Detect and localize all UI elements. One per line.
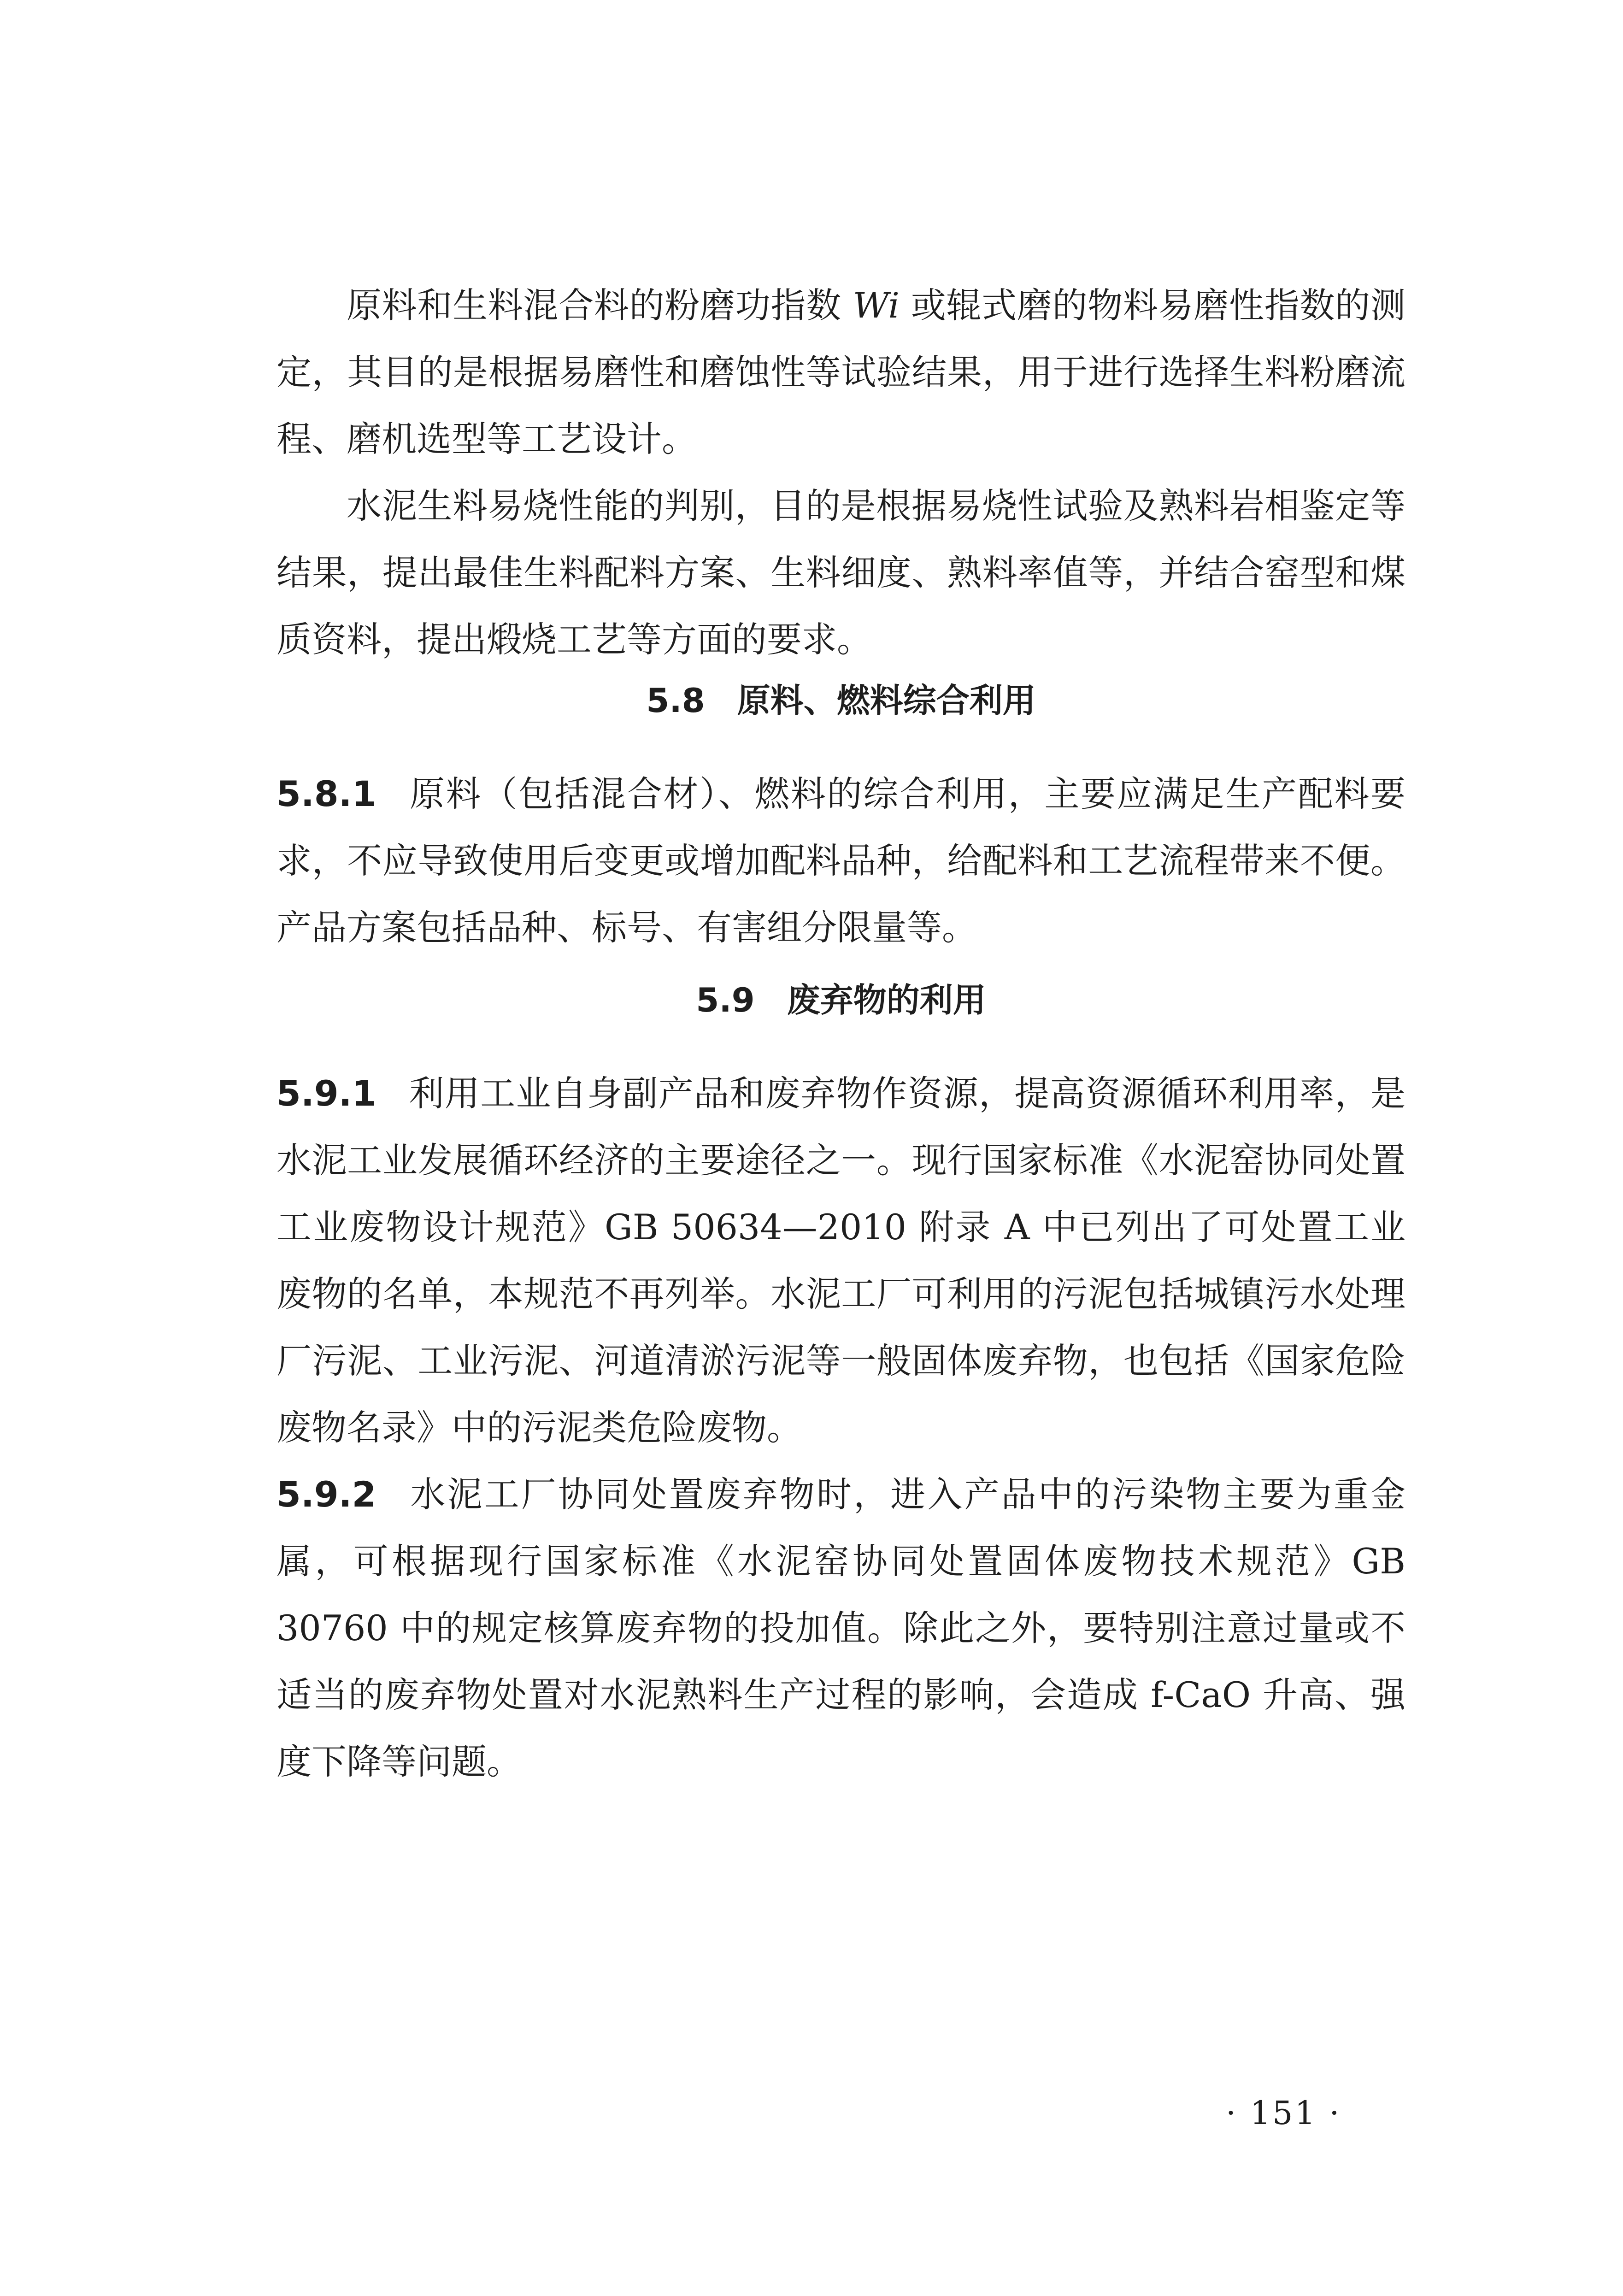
paragraph-burnability: 水泥生料易烧性能的判别，目的是根据易烧性试验及熟料岩相鉴定等结果，提出最佳生料配料方案、生料细度、熟料率值等，并结合窑型和煤质资料，提出煅烧工艺等方面的要求。: [276, 485, 1405, 660]
clause-number: 5.9.1: [276, 1073, 376, 1114]
clause-number: 5.9.2: [276, 1474, 376, 1515]
wi-symbol: Wi: [853, 285, 900, 326]
paragraph-grindability-text-b: 或辊式磨的物料易磨性指数的测定，其目的是根据易磨性和磨蚀性等试验结果，用于进行选择生料粉磨流程、磨机选型等工艺设计。: [276, 285, 1405, 459]
clause-5-8-1: [276, 760, 1405, 961]
clause-text: 原料（包括混合材）、燃料的综合利用，主要应满足生产配料要求，不应导致使用后变更或增加配料品种，给配料和工艺流程带来不便。产品方案包括品种、标号、有害组分限量等。: [276, 773, 1405, 948]
clause-5-9-2: [276, 1461, 1405, 1795]
clause-text: 利用工业自身副产品和废弃物作资源，提高资源循环利用率，是水泥工业发展循环经济的主要途径之一。现行国家标准《水泥窑协同处置工业废物设计规范》GB 50634—2010 附录 A 中已列出了可处置工业废物的名单，本规范不再列举。水泥工厂可利用的污泥包括城镇污水处理厂污泥、工业污泥、河道清淤污泥等一般固体废弃物，也包括《国家危险废物名录》中的污泥类危险废物。: [276, 1073, 1405, 1448]
section-title: 废弃物的利用: [787, 981, 986, 1019]
paragraph-grindability-text-a: 原料和生料混合料的粉磨功指数: [347, 285, 853, 326]
clause-5-9-1: [276, 1060, 1405, 1461]
section-number: 5.8: [646, 681, 705, 720]
section-title: 原料、燃料综合利用: [737, 681, 1036, 720]
page-number: · 151 ·: [1226, 2094, 1341, 2132]
clause-text: 水泥工厂协同处置废弃物时，进入产品中的污染物主要为重金属，可根据现行国家标准《水泥窑协同处置固体废物技术规范》GB 30760 中的规定核算废弃物的投加值。除此之外，要特别注意过量或不适当的废弃物处置对水泥熟料生产过程的影响，会造成 f-CaO 升高、强度下降等问题。: [276, 1474, 1405, 1782]
clause-number: 5.8.1: [276, 773, 376, 814]
section-number: 5.9: [696, 981, 755, 1019]
paragraph-grindability: [276, 272, 1405, 472]
section-heading-5-9: [276, 977, 1405, 1023]
section-heading-5-8: [276, 677, 1405, 724]
